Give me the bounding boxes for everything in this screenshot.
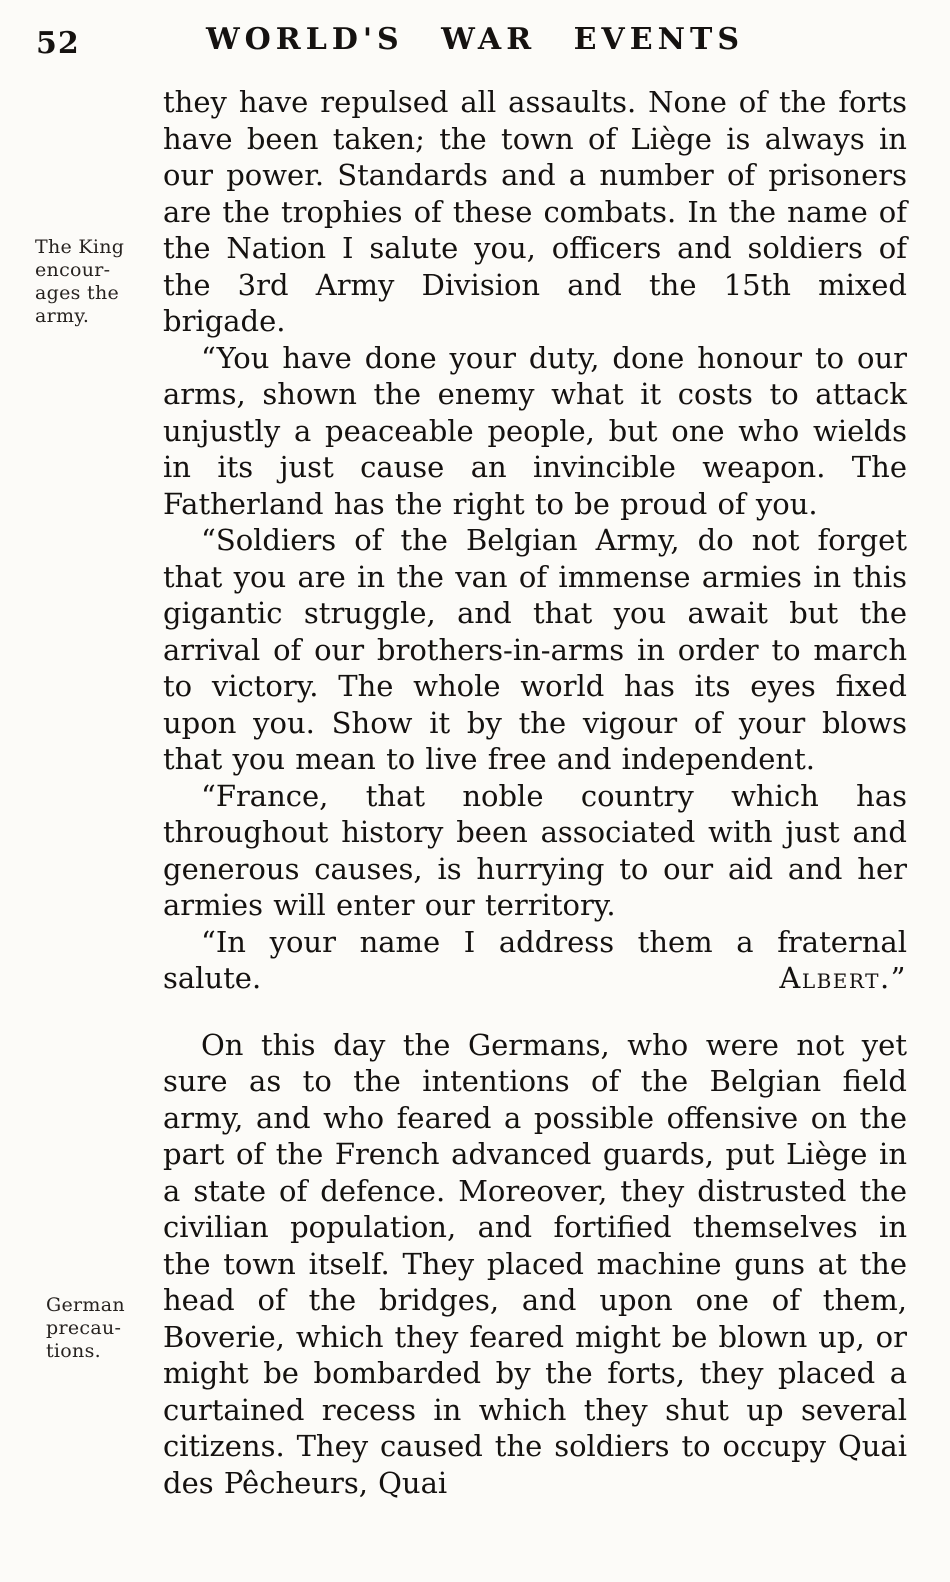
closing-salute-word: salute. [163, 961, 262, 995]
body-paragraph-soldiers: “Soldiers of the Belgian Army, do not forget that you are in the van of immense armies in this gigantic struggle, and that you await but the arrival of our brothers-in-arms in order to march to victory. The whole world has its eyes fixed upon you. Show it by the vigour of your blows that you mean to live free and independent. [163, 523, 907, 776]
signature-albert: Albert.” [779, 961, 907, 995]
running-head-title: WORLD'S WAR EVENTS [205, 22, 744, 57]
margin-note-line: precau- [46, 1317, 122, 1339]
page-header [0, 22, 950, 66]
text-column [163, 84, 907, 1501]
margin-note-line: tions. [46, 1340, 101, 1362]
body-paragraph-continuation: they have repulsed all assaults. None of the forts have been taken; the town of Liège is always in our power. Standards and a number of prisoners are the trophies of these combats. In the name of the Nation I salute you, officers and soldiers of the 3rd Army Division and the 15th mixed brigade. [163, 85, 907, 338]
margin-note-line: ages the [35, 282, 120, 304]
margin-note-line: army. [35, 305, 90, 327]
body-paragraph-duty: “You have done your duty, done honour to our arms, shown the enemy what it costs to attack unjustly a peaceable people, but one who wields in its just cause an invincible weapon. The Fatherland has the right to be proud of you. [163, 340, 907, 521]
margin-note-german-precautions [46, 1294, 158, 1363]
margin-note-line: encour- [35, 259, 111, 281]
section-gap [163, 997, 907, 1027]
body-paragraph-germans: On this day the Germans, who were not yet sure as to the intentions of the Belgian field army, and who feared a possible offensive on the part of the French advanced guards, put Liège in a state of defence. Moreover, they distrusted the civilian population, and fortified themselves in the town itself. They placed machine guns at the head of the bridges, and upon one of them, Boverie, which they feared might be blown up, or might be bombarded by the forts, they placed a curtained recess in which they shut up several citizens. They caused the soldiers to occupy Quai des Pêcheurs, Quai [163, 1027, 907, 1500]
margin-note-line: The King [35, 236, 125, 258]
margin-note-line: German [46, 1294, 125, 1316]
closing-salute-line: “In your name I address them a fraternal [201, 924, 907, 959]
body-paragraph-france: “France, that noble country which has throughout history been associated with just and generous causes, is hurrying to our aid and her armies will enter our territory. [163, 778, 907, 922]
page-number: 52 [36, 26, 80, 61]
margin-note-king-encourages-army [35, 236, 157, 328]
closing-signature-row [163, 960, 907, 997]
